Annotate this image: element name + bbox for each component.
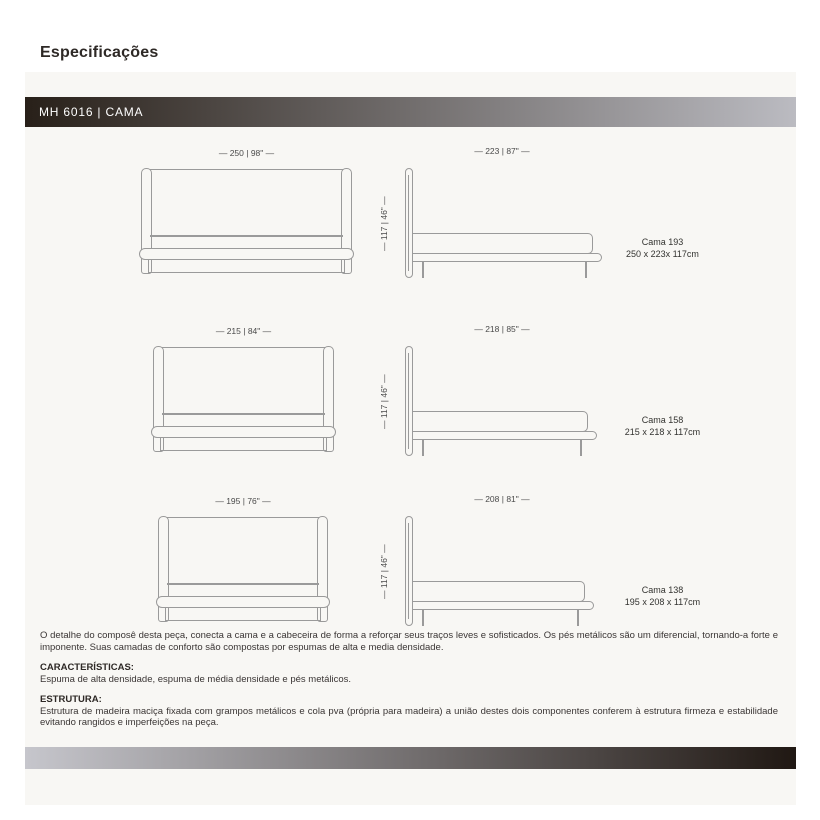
mattress-profile [412,233,593,254]
structure-text: Estrutura de madeira maciça fixada com grampos metálicos e cola pva (própria para madeira) a união destes dois componentes conferem à estrutura firmeza e estabilidade evitando rangidos e imperfeições na peça. [40,705,778,728]
bed-model-name: Cama 158 [641,415,684,425]
height-dimension: — 117 | 46" — [379,196,389,252]
front-width-dimension: — 250 | 98" — [218,148,275,158]
headboard-panel [162,347,325,427]
description-block [40,630,778,738]
height-dimension: — 117 | 46" — [379,544,389,600]
mattress-profile [412,411,588,432]
bed-model-name: Cama 193 [641,237,684,247]
bed-dimensions: 195 x 208 x 117cm [624,597,701,607]
front-width-dimension: — 195 | 76" — [215,496,271,506]
mattress-line [167,583,319,585]
mattress-profile [412,581,585,602]
side-depth-dimension: — 208 | 81" — [474,494,530,504]
bed-base [160,437,327,451]
spec-sheet [25,72,796,805]
characteristics-text: Espuma de alta densidade, espuma de média densidade e pés metálicos. [40,673,352,685]
bed-front-view-diagram [158,516,328,622]
mattress-platform [139,248,354,260]
bed-size-caption [590,584,735,608]
front-width-dimension: — 215 | 84" — [215,326,272,336]
spec-row-cama-138 [25,488,796,648]
footer-gradient-bar [25,747,796,769]
base-rail-profile [412,431,597,440]
product-description: O detalhe do composê desta peça, conecta a cama e a cabeceira de forma a reforçar seus traços leves e sofisticados. Os pés metálicos são um diferencial, tornando-a forte e imponente. Suas camadas de conforto são compostas por espumas de alta e media densidade. [40,630,778,653]
bed-dimensions: 250 x 223x 117cm [626,249,699,259]
bed-front-view-diagram [153,346,334,452]
mattress-platform [151,426,336,438]
headboard-panel [150,169,343,249]
mattress-platform [156,596,330,608]
bed-dimensions: 215 x 218 x 117cm [624,427,701,437]
headboard-panel [167,517,319,597]
bed-base [148,259,345,273]
bed-base [165,607,321,621]
base-rail-profile [412,253,602,262]
height-dimension: — 117 | 46" — [379,374,389,430]
base-rail-profile [412,601,594,610]
bed-side-view-diagram [405,168,602,278]
bed-model-name: Cama 138 [641,585,684,595]
bed-side-view-diagram [405,346,597,456]
structure-heading: ESTRUTURA: [40,694,102,705]
product-header-bar [25,97,796,127]
product-code-label: MH 6016 | CAMA [39,105,144,119]
side-depth-dimension: — 223 | 87" — [474,146,530,156]
bed-side-view-diagram [405,516,594,626]
side-depth-dimension: — 218 | 85" — [474,324,530,334]
bed-front-view-diagram [141,168,352,274]
bed-size-caption [590,236,735,260]
bed-size-caption [590,414,735,438]
page-title: Especificações [40,44,159,61]
mattress-line [150,235,343,237]
spec-row-cama-193 [25,140,796,300]
spec-row-cama-158 [25,318,796,478]
characteristics-heading: CARACTERÍSTICAS: [40,662,134,673]
mattress-line [162,413,325,415]
